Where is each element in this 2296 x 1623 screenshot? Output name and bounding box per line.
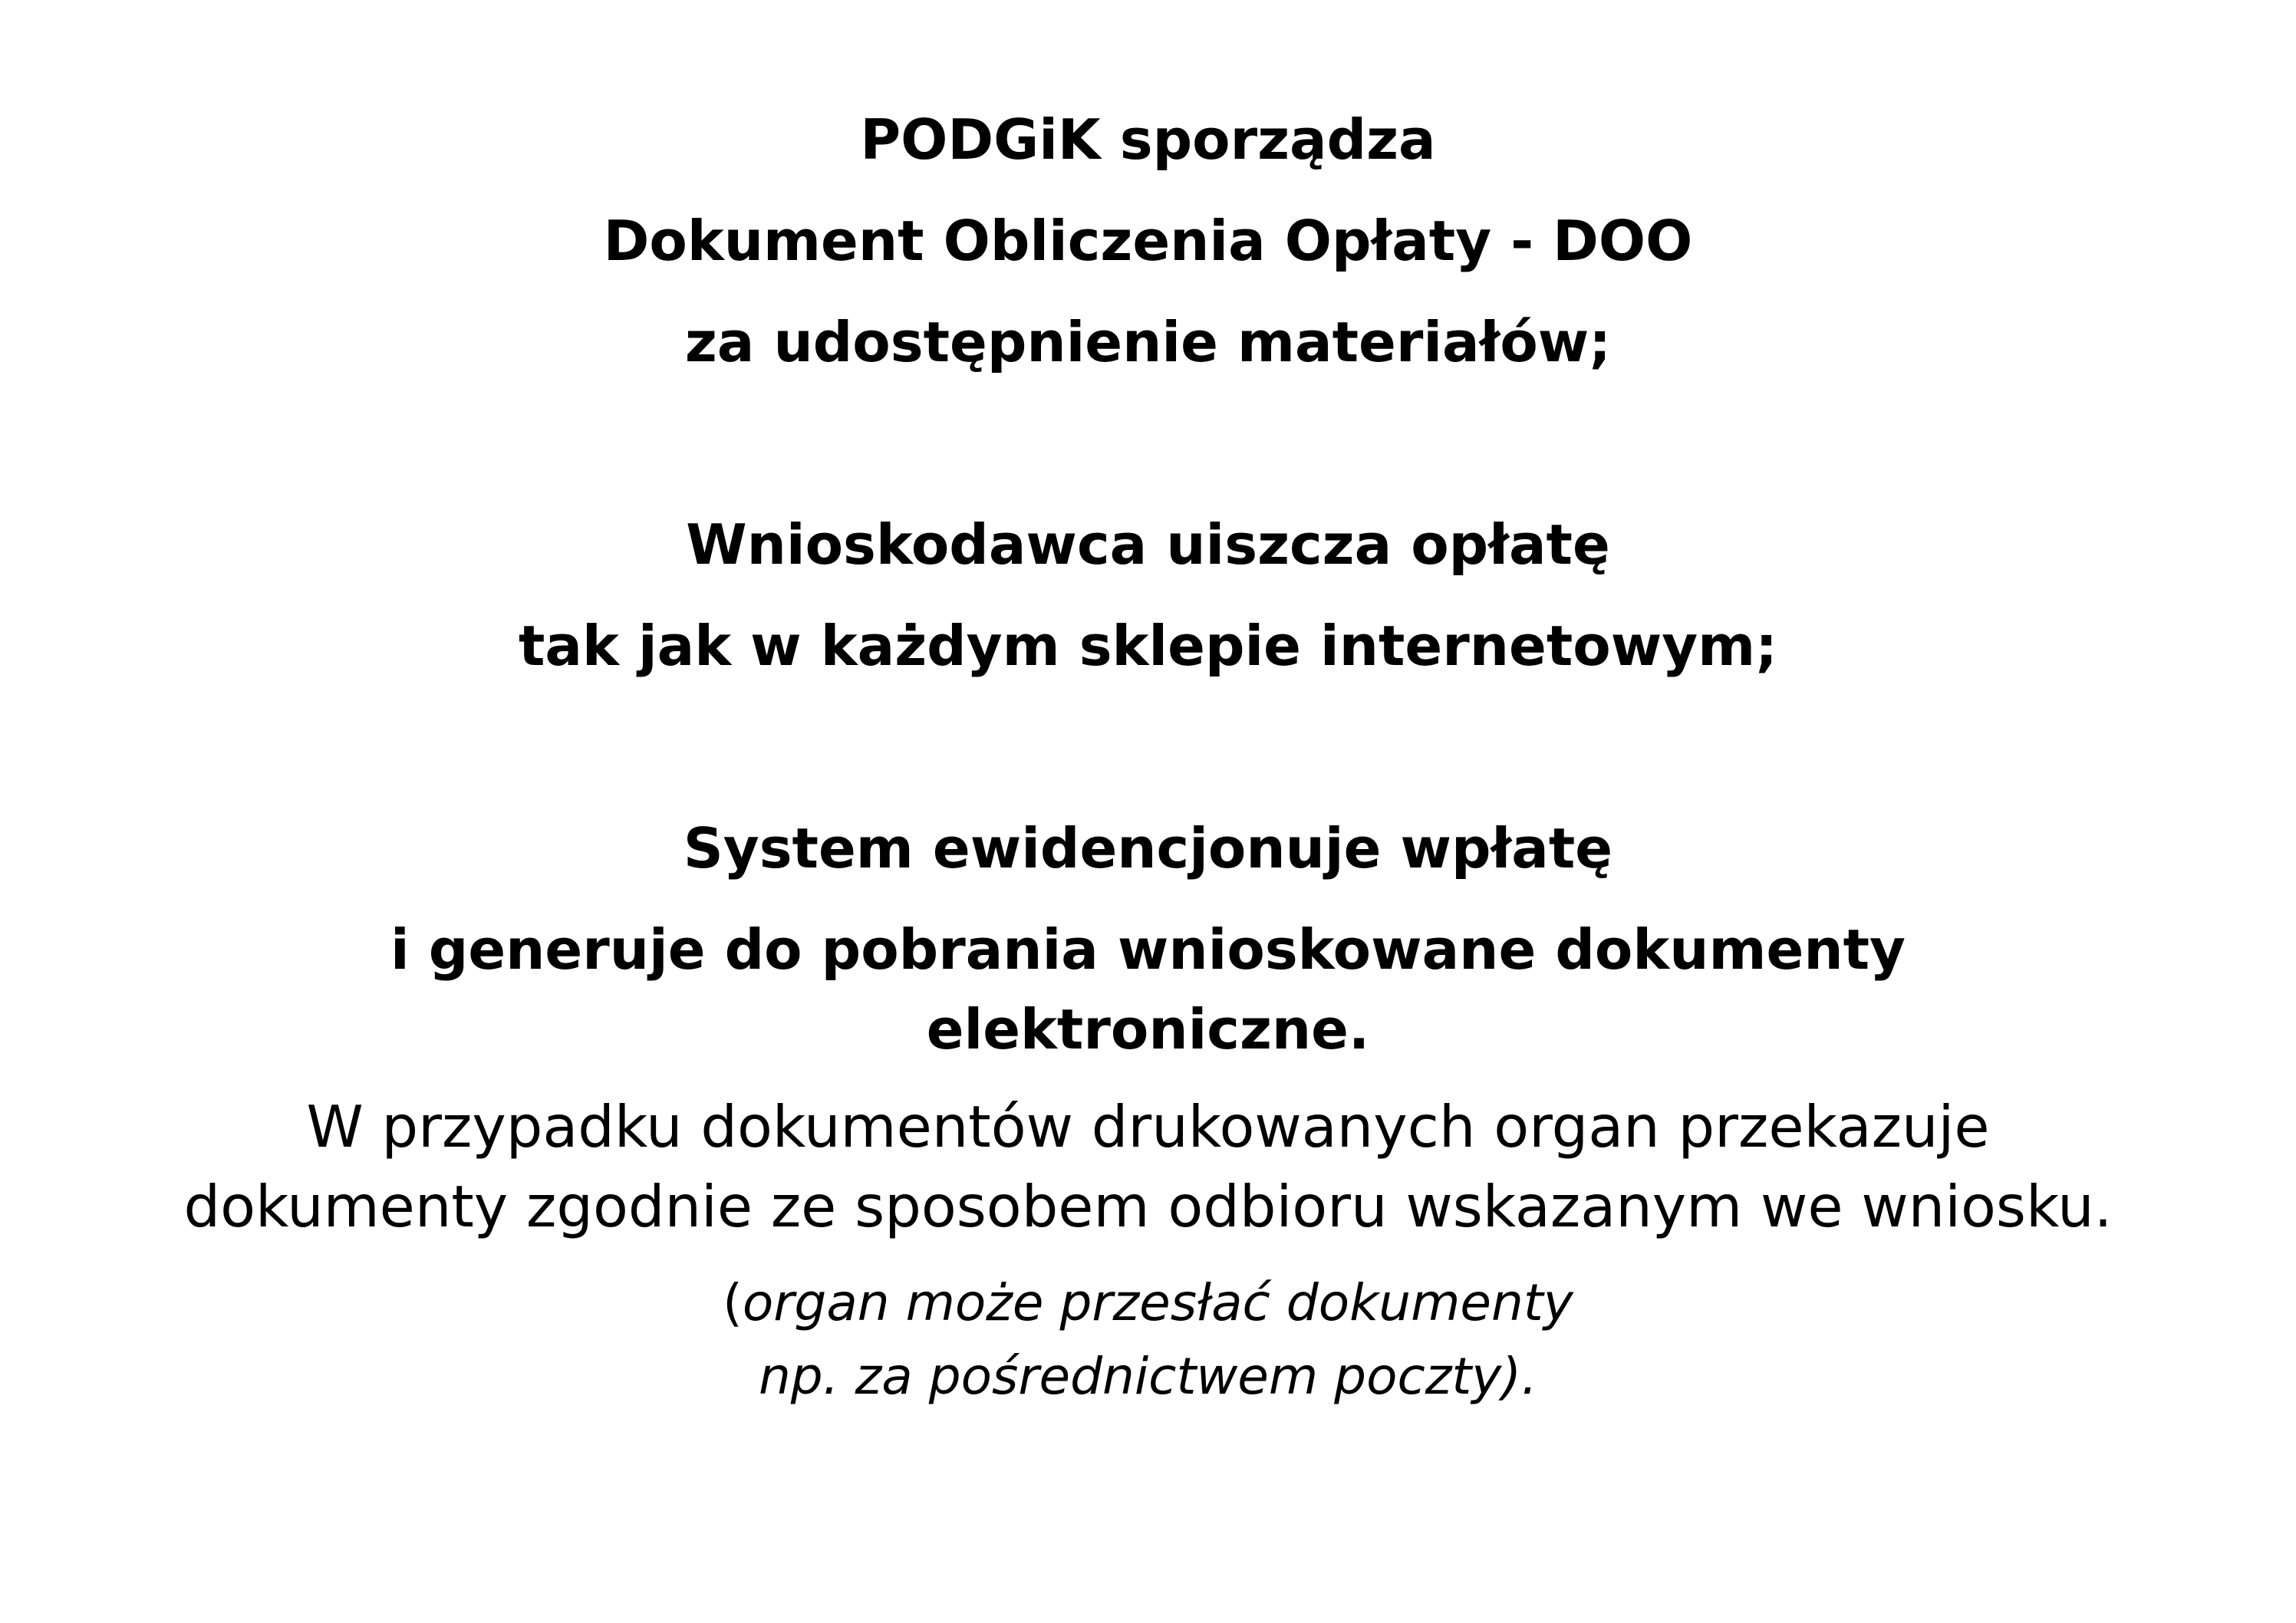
note-text-line2: np. za pośrednictwem poczty). bbox=[758, 1347, 1538, 1406]
heading-line-system-records: System ewidencjonuje wpłatę bbox=[683, 816, 1613, 881]
heading-line-electronic: elektroniczne. bbox=[926, 997, 1370, 1062]
note-open-paren: ( bbox=[723, 1273, 743, 1332]
note-line-organ-may-send bbox=[0, 1273, 2296, 1332]
heading-line-generates: i generuje do pobrania wnioskowane dokumenty bbox=[390, 917, 1906, 982]
note-text-line1: organ może przesłać dokumenty bbox=[742, 1273, 1573, 1332]
paragraph-line-delivery-method: dokumenty zgodnie ze sposobem odbioru wskazanym we wniosku. bbox=[183, 1173, 2113, 1240]
heading-line-podgik: PODGiK sporządza bbox=[860, 107, 1436, 172]
paragraph-line-printed-documents: W przypadku dokumentów drukowanych organ przekazuje bbox=[306, 1093, 1990, 1160]
heading-line-doo: Dokument Obliczenia Opłaty - DOO bbox=[603, 209, 1693, 273]
heading-line-online-shop: tak jak w każdym sklepie internetowym; bbox=[519, 614, 1777, 678]
heading-line-materials: za udostępnienie materiałów; bbox=[684, 310, 1612, 374]
heading-line-applicant-pays: Wnioskodawca uiszcza opłatę bbox=[686, 512, 1610, 577]
note-line-by-post bbox=[0, 1347, 2296, 1406]
